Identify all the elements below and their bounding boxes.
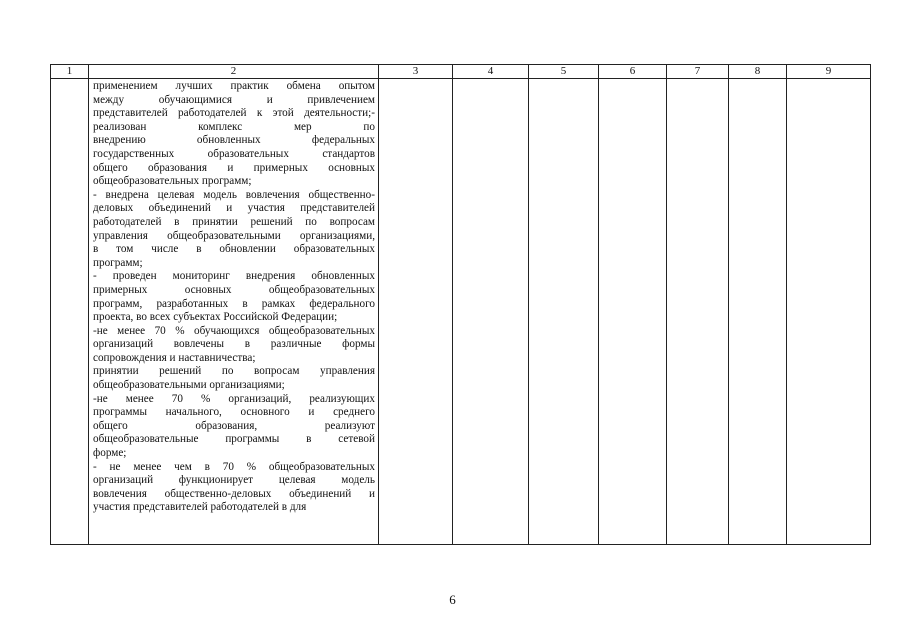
text-line: - не менее чем в 70 % общеобразовательных: [93, 460, 375, 473]
text-line: деловых объединений и участия представителей: [93, 202, 375, 215]
text-line: сопровождения и наставничества;: [93, 351, 256, 364]
column-header-2: 2: [89, 65, 379, 79]
document-table: [50, 64, 871, 545]
cell-text: [93, 80, 375, 515]
text-line: -не менее 70 % организаций, реализующих: [93, 392, 375, 405]
column-header-6: 6: [599, 65, 667, 79]
text-line: - проведен мониторинг внедрения обновленных: [93, 270, 375, 283]
table-cell-col-6: [599, 79, 667, 545]
column-header-8: 8: [729, 65, 787, 79]
text-line: реализован комплекс мер по: [93, 120, 375, 133]
table-header-row: [51, 65, 871, 79]
table-cell-col-7: [667, 79, 729, 545]
text-line: программ, разработанных в рамках федерального: [93, 297, 375, 310]
column-header-7: 7: [667, 65, 729, 79]
table-row: [51, 79, 871, 545]
text-line: примерных основных общеобразовательных: [93, 283, 375, 296]
text-line: между обучающимися и привлечением: [93, 93, 375, 106]
table-cell-col-2: [89, 79, 379, 545]
column-header-9: 9: [787, 65, 871, 79]
text-line: управления общеобразовательными организациями,: [93, 229, 375, 242]
table-cell-col-3: [379, 79, 453, 545]
table-cell-col-5: [529, 79, 599, 545]
table-cell-col-8: [729, 79, 787, 545]
text-line: организаций функционирует целевая модель: [93, 474, 375, 487]
page-number: 6: [449, 592, 456, 607]
text-line: вовлечения общественно-деловых объединений и: [93, 487, 375, 500]
text-line: - внедрена целевая модель вовлечения общественно-: [93, 188, 375, 201]
table-cell-col-4: [453, 79, 529, 545]
text-line: программы начального, основного и среднего: [93, 406, 375, 419]
text-line: в том числе в обновлении образовательных: [93, 243, 375, 256]
text-line: -не менее 70 % обучающихся общеобразовательных: [93, 324, 375, 337]
text-line: общего образования и примерных основных: [93, 161, 375, 174]
text-line: принятии решений по вопросам управления: [93, 365, 375, 378]
table-cell-col-1: [51, 79, 89, 545]
text-line: применением лучших практик обмена опытом: [93, 80, 375, 92]
text-line: участия представителей работодателей в для: [93, 501, 307, 514]
text-line: работодателей в принятии решений по вопросам: [93, 215, 375, 228]
table-cell-col-9: [787, 79, 871, 545]
column-header-3: 3: [379, 65, 453, 79]
column-header-5: 5: [529, 65, 599, 79]
text-line: общеобразовательные программы в сетевой: [93, 433, 375, 446]
column-header-1: 1: [51, 65, 89, 79]
text-line: государственных образовательных стандартов: [93, 147, 375, 160]
text-line: организаций вовлечены в различные формы: [93, 338, 375, 351]
text-line: программ;: [93, 256, 143, 269]
text-line: форме;: [93, 447, 127, 460]
text-line: внедрению обновленных федеральных: [93, 134, 375, 147]
text-line: общеобразовательных программ;: [93, 175, 252, 188]
text-line: проекта, во всех субъектах Российской Федерации;: [93, 311, 338, 324]
text-line: общего образования, реализуют: [93, 419, 375, 432]
text-line: представителей работодателей к этой деятельности;-: [93, 107, 375, 120]
column-header-4: 4: [453, 65, 529, 79]
text-line: общеобразовательными организациями;: [93, 379, 285, 392]
